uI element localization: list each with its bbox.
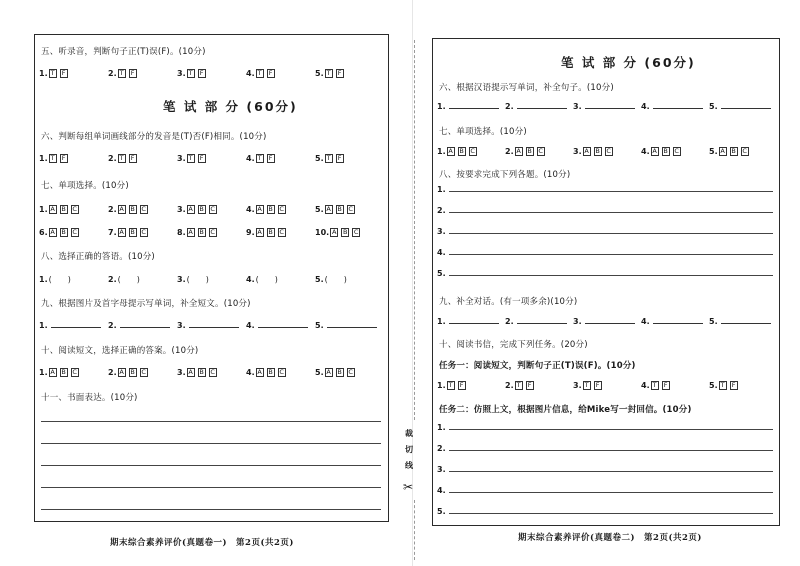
option-box-f[interactable]: F: [594, 381, 602, 390]
answer-rule: [449, 429, 773, 430]
section-7-answers-row1: [39, 205, 384, 214]
section-10-title: 十、阅读短文，选择正确的答案。(10分): [41, 346, 199, 356]
question-number: 3.: [437, 465, 446, 474]
section-7-title: 七、单项选择。(10分): [439, 127, 527, 137]
answer-line[interactable]: [437, 507, 773, 516]
option-box-a[interactable]: A: [448, 147, 453, 155]
question-number: 9.: [246, 228, 255, 237]
question-number: 5.: [315, 205, 324, 214]
option-box-c[interactable]: C: [279, 368, 284, 376]
answer-item: [177, 368, 246, 377]
question-number: 4.: [641, 147, 650, 156]
section-9-title: 九、根据图片及首字母提示写单词，补全短文。(10分): [41, 299, 251, 309]
question-number: 1.: [437, 102, 446, 111]
answer-line[interactable]: [437, 486, 773, 495]
answer-item: [315, 69, 384, 78]
question-number: 2.: [108, 368, 117, 377]
question-number: 1.: [39, 154, 48, 163]
question-number: 2.: [108, 275, 117, 284]
option-box-c[interactable]: C: [210, 205, 215, 213]
question-number: 3.: [177, 154, 186, 163]
answer-item: [641, 102, 709, 111]
option-box-b[interactable]: B: [342, 228, 348, 236]
written-part-title: 笔 试 部 分 (60分): [163, 99, 298, 114]
option-box-f[interactable]: F: [129, 154, 137, 163]
question-number: 2.: [437, 206, 446, 215]
answer-item: [108, 69, 177, 78]
option-box-a[interactable]: A: [119, 205, 124, 213]
option-box-b[interactable]: B: [268, 368, 273, 376]
option-box-c[interactable]: C: [72, 368, 77, 376]
answer-item: [177, 205, 246, 214]
answer-item: [39, 154, 108, 163]
option-box-c[interactable]: C: [141, 368, 146, 376]
answer-item: [39, 69, 108, 78]
option-box-a[interactable]: A: [326, 368, 331, 376]
option-box-c[interactable]: C: [72, 205, 77, 213]
left-page-footer: 期末综合素养评价(真题卷一) 第2页(共2页): [110, 538, 294, 548]
section-7-answers: [437, 147, 777, 156]
question-number: 1.: [39, 69, 48, 78]
section-7-answers-row2: [39, 228, 384, 237]
section-6-answers: [39, 154, 384, 163]
question-number: 2.: [505, 102, 514, 111]
answer-blank[interactable]: [258, 327, 308, 328]
option-box-f[interactable]: F: [198, 154, 206, 163]
answer-item: [709, 317, 777, 326]
answer-blank[interactable]: [585, 323, 635, 324]
answer-blank[interactable]: [449, 108, 499, 109]
answer-item: [315, 154, 384, 163]
option-box-f[interactable]: F: [730, 381, 738, 390]
option-box-b[interactable]: B: [199, 228, 204, 236]
question-number: 3.: [177, 275, 186, 284]
question-number: 4.: [641, 102, 650, 111]
question-number: 3.: [177, 368, 186, 377]
answer-parentheses[interactable]: ( ): [324, 275, 347, 284]
question-number: 4.: [246, 368, 255, 377]
question-number: 5.: [709, 102, 718, 111]
option-box-a[interactable]: A: [188, 205, 193, 213]
option-box-t[interactable]: T: [515, 381, 523, 390]
question-number: 4.: [246, 321, 255, 330]
option-box-t[interactable]: T: [719, 381, 727, 390]
answer-blank[interactable]: [449, 323, 499, 324]
answer-rule: [449, 492, 773, 493]
question-number: 5.: [437, 269, 446, 278]
option-box-b[interactable]: B: [268, 205, 273, 213]
option-box-b[interactable]: B: [61, 368, 66, 376]
answer-item: [108, 321, 177, 330]
cut-char: 线: [405, 461, 413, 470]
option-box-b[interactable]: B: [61, 228, 66, 236]
answer-line[interactable]: [437, 465, 773, 474]
option-box-t[interactable]: T: [49, 154, 57, 163]
option-box-t[interactable]: T: [49, 69, 57, 78]
option-box-b[interactable]: B: [61, 205, 66, 213]
option-box-f[interactable]: F: [129, 69, 137, 78]
section-9-answers: [437, 317, 777, 326]
option-box-c[interactable]: C: [348, 205, 353, 213]
answer-item: [39, 205, 108, 214]
answer-item: [246, 228, 315, 237]
option-box-b[interactable]: B: [130, 228, 135, 236]
answer-item: [437, 381, 505, 390]
option-box-c[interactable]: C: [210, 228, 215, 236]
answer-blank[interactable]: [653, 323, 703, 324]
option-box-c[interactable]: C: [72, 228, 77, 236]
option-box-f[interactable]: F: [662, 381, 670, 390]
question-number: 3.: [573, 317, 582, 326]
option-box-a[interactable]: A: [188, 228, 193, 236]
question-number: 1.: [39, 275, 48, 284]
answer-rule: [449, 450, 773, 451]
question-number: 3.: [573, 102, 582, 111]
answer-item: [177, 228, 246, 237]
option-box-t[interactable]: T: [325, 154, 333, 163]
option-box-b[interactable]: B: [268, 228, 273, 236]
option-box-c[interactable]: C: [210, 368, 215, 376]
option-box-a[interactable]: A: [652, 147, 657, 155]
option-box-c[interactable]: C: [538, 147, 543, 155]
question-number: 4.: [641, 317, 650, 326]
question-number: 3.: [437, 227, 446, 236]
option-box-t[interactable]: T: [118, 154, 126, 163]
option-box-c[interactable]: C: [742, 147, 747, 155]
option-box-t[interactable]: T: [256, 154, 264, 163]
answer-item: [641, 317, 709, 326]
question-number: 7.: [108, 228, 117, 237]
question-number: 3.: [177, 321, 186, 330]
section-8-title: 八、按要求完成下列各题。(10分): [439, 170, 571, 180]
cut-line-upper: [414, 40, 415, 420]
option-box-b[interactable]: B: [595, 147, 600, 155]
option-box-t[interactable]: T: [583, 381, 591, 390]
option-box-b[interactable]: B: [199, 368, 204, 376]
option-box-f[interactable]: F: [336, 69, 344, 78]
answer-item: [177, 154, 246, 163]
question-number: 4.: [641, 381, 650, 390]
written-part-title: 笔 试 部 分 (60分): [561, 55, 696, 70]
section-8-title: 八、选择正确的答语。(10分): [41, 252, 155, 262]
answer-line[interactable]: [437, 206, 773, 215]
question-number: 1.: [437, 423, 446, 432]
answer-line[interactable]: [437, 269, 773, 278]
question-number: 8.: [177, 228, 186, 237]
option-box-c[interactable]: C: [348, 368, 353, 376]
question-number: 1.: [437, 317, 446, 326]
answer-item: [246, 274, 315, 285]
option-box-b[interactable]: B: [663, 147, 668, 155]
option-box-c[interactable]: C: [674, 147, 679, 155]
answer-item: [505, 381, 573, 390]
answer-blank[interactable]: [585, 108, 635, 109]
answer-line[interactable]: [437, 423, 773, 432]
option-box-f[interactable]: F: [198, 69, 206, 78]
option-box-b[interactable]: B: [337, 205, 342, 213]
answer-parentheses[interactable]: ( ): [117, 275, 140, 284]
answer-item: [315, 368, 384, 377]
option-box-t[interactable]: T: [325, 69, 333, 78]
question-number: 2.: [505, 317, 514, 326]
answer-item: [573, 381, 641, 390]
option-box-a[interactable]: A: [50, 205, 55, 213]
answer-sheet-right: [432, 38, 780, 526]
question-number: 2.: [505, 147, 514, 156]
option-box-a[interactable]: A: [257, 205, 262, 213]
answer-item: [246, 154, 315, 163]
answer-blank[interactable]: [120, 327, 170, 328]
answer-rule: [449, 513, 773, 514]
question-number: 3.: [177, 205, 186, 214]
answer-blank[interactable]: [721, 108, 771, 109]
option-box-c[interactable]: C: [470, 147, 475, 155]
question-number: 4.: [246, 69, 255, 78]
writing-line[interactable]: [41, 443, 381, 444]
option-box-f[interactable]: F: [60, 69, 68, 78]
option-box-c[interactable]: C: [606, 147, 611, 155]
question-number: 10.: [315, 228, 330, 237]
answer-parentheses[interactable]: ( ): [48, 275, 71, 284]
section-7-title: 七、单项选择。(10分): [41, 181, 129, 191]
answer-item: [108, 228, 177, 237]
option-box-t[interactable]: T: [187, 154, 195, 163]
answer-item: [709, 102, 777, 111]
section-10-title: 十、阅读书信，完成下列任务。(20分): [439, 340, 588, 350]
option-box-f[interactable]: F: [267, 154, 275, 163]
question-number: 3.: [573, 381, 582, 390]
option-box-a[interactable]: A: [119, 228, 124, 236]
answer-item: [39, 274, 108, 285]
writing-line[interactable]: [41, 421, 381, 422]
writing-line[interactable]: [41, 509, 381, 510]
cut-line-label: [405, 428, 413, 472]
answer-blank[interactable]: [327, 327, 377, 328]
answer-item: [573, 102, 641, 111]
answer-item: [573, 317, 641, 326]
answer-line[interactable]: [437, 248, 773, 257]
answer-item: [39, 368, 108, 377]
writing-line[interactable]: [41, 465, 381, 466]
answer-line[interactable]: [437, 185, 773, 194]
answer-item: [315, 274, 384, 285]
task-1-answers: [437, 381, 777, 390]
question-number: 1.: [39, 205, 48, 214]
answer-item: [108, 274, 177, 285]
answer-parentheses[interactable]: ( ): [186, 275, 209, 284]
option-box-f[interactable]: F: [526, 381, 534, 390]
answer-item: [437, 147, 505, 156]
option-box-c[interactable]: C: [279, 205, 284, 213]
question-number: 4.: [246, 275, 255, 284]
answer-item: [505, 102, 573, 111]
option-box-c[interactable]: C: [279, 228, 284, 236]
option-box-f[interactable]: F: [458, 381, 466, 390]
question-number: 1.: [437, 185, 446, 194]
question-number: 4.: [437, 486, 446, 495]
option-box-a[interactable]: A: [584, 147, 589, 155]
answer-rule: [449, 233, 773, 234]
answer-item: [641, 147, 709, 156]
question-number: 5.: [315, 154, 324, 163]
section-6-title: 六、根据汉语提示写单词，补全句子。(10分): [439, 83, 614, 93]
answer-item: [246, 321, 315, 330]
question-number: 1.: [39, 321, 48, 330]
answer-item: [39, 228, 108, 237]
option-box-b[interactable]: B: [527, 147, 532, 155]
answer-item: [641, 381, 709, 390]
answer-blank[interactable]: [517, 323, 567, 324]
answer-item: [315, 228, 384, 237]
answer-blank[interactable]: [653, 108, 703, 109]
question-number: 2.: [108, 69, 117, 78]
option-box-b[interactable]: B: [459, 147, 464, 155]
answer-item: [505, 147, 573, 156]
answer-item: [437, 102, 505, 111]
answer-rule: [449, 191, 773, 192]
option-box-c[interactable]: C: [353, 228, 359, 236]
answer-blank[interactable]: [721, 323, 771, 324]
option-box-t[interactable]: T: [447, 381, 455, 390]
section-9-title: 九、补全对话。(有一项多余)(10分): [439, 297, 578, 307]
question-number: 5.: [709, 381, 718, 390]
option-box-t[interactable]: T: [651, 381, 659, 390]
task-2-title: 任务二：仿照上文，根据图片信息，给Mike写一封回信。(10分): [439, 405, 692, 415]
question-number: 1.: [437, 381, 446, 390]
option-box-f[interactable]: F: [60, 154, 68, 163]
question-number: 4.: [246, 154, 255, 163]
section-9-answers: [39, 321, 384, 330]
option-box-f[interactable]: F: [336, 154, 344, 163]
question-number: 2.: [505, 381, 514, 390]
option-box-b[interactable]: B: [731, 147, 736, 155]
option-box-a[interactable]: A: [331, 228, 337, 236]
question-number: 2.: [437, 444, 446, 453]
answer-item: [177, 321, 246, 330]
answer-parentheses[interactable]: ( ): [255, 275, 278, 284]
option-box-a[interactable]: A: [50, 228, 55, 236]
cut-line-lower: [414, 500, 415, 560]
section-6-answers: [437, 102, 777, 111]
answer-item: [108, 154, 177, 163]
option-box-b[interactable]: B: [199, 205, 204, 213]
answer-item: [39, 321, 108, 330]
answer-item: [709, 381, 777, 390]
section-5-title: 五、听录音，判断句子正(T)误(F)。(10分): [41, 47, 206, 57]
answer-line[interactable]: [437, 444, 773, 453]
option-box-t[interactable]: T: [256, 69, 264, 78]
question-number: 4.: [246, 205, 255, 214]
scissors-icon: ✂: [403, 480, 414, 494]
option-box-a[interactable]: A: [257, 228, 262, 236]
cut-char: 裁: [405, 429, 413, 438]
answer-item: [315, 321, 384, 330]
answer-item: [108, 205, 177, 214]
answer-item: [246, 205, 315, 214]
question-number: 6.: [39, 228, 48, 237]
option-box-a[interactable]: A: [720, 147, 725, 155]
answer-rule: [449, 254, 773, 255]
answer-blank[interactable]: [517, 108, 567, 109]
option-box-b[interactable]: B: [130, 368, 135, 376]
question-number: 5.: [315, 69, 324, 78]
section-11-title: 十一、书面表达。(10分): [41, 393, 138, 403]
right-page-footer: 期末综合素养评价(真题卷二) 第2页(共2页): [518, 533, 702, 543]
option-box-a[interactable]: A: [326, 205, 331, 213]
answer-rule: [449, 275, 773, 276]
section-8-answers: [39, 274, 384, 285]
answer-item: [246, 368, 315, 377]
option-box-t[interactable]: T: [118, 69, 126, 78]
answer-line[interactable]: [437, 227, 773, 236]
answer-sheet-left: [34, 34, 389, 522]
question-number: 1.: [437, 147, 446, 156]
answer-item: [177, 69, 246, 78]
option-box-f[interactable]: F: [267, 69, 275, 78]
option-box-a[interactable]: A: [188, 368, 193, 376]
option-box-b[interactable]: B: [130, 205, 135, 213]
cut-char: 切: [405, 445, 413, 454]
section-6-title: 六、判断每组单词画线部分的发音是(T)否(F)相同。(10分): [41, 132, 267, 142]
option-box-t[interactable]: T: [187, 69, 195, 78]
answer-rule: [449, 471, 773, 472]
option-box-b[interactable]: B: [337, 368, 342, 376]
answer-item: [177, 274, 246, 285]
question-number: 4.: [437, 248, 446, 257]
task-1-title: 任务一：阅读短文，判断句子正(T)误(F)。(10分): [439, 361, 636, 371]
question-number: 3.: [177, 69, 186, 78]
question-number: 2.: [108, 321, 117, 330]
answer-item: [108, 368, 177, 377]
question-number: 5.: [315, 275, 324, 284]
answer-item: [315, 205, 384, 214]
question-number: 5.: [315, 321, 324, 330]
question-number: 2.: [108, 154, 117, 163]
option-box-a[interactable]: A: [50, 368, 55, 376]
section-5-answers: [39, 69, 384, 78]
question-number: 5.: [709, 147, 718, 156]
question-number: 5.: [315, 368, 324, 377]
option-box-a[interactable]: A: [257, 368, 262, 376]
answer-item: [246, 69, 315, 78]
section-10-answers: [39, 368, 384, 377]
option-box-a[interactable]: A: [516, 147, 521, 155]
answer-item: [505, 317, 573, 326]
answer-item: [709, 147, 777, 156]
question-number: 1.: [39, 368, 48, 377]
option-box-a[interactable]: A: [119, 368, 124, 376]
answer-item: [573, 147, 641, 156]
question-number: 5.: [709, 317, 718, 326]
answer-blank[interactable]: [51, 327, 101, 328]
answer-blank[interactable]: [189, 327, 239, 328]
question-number: 3.: [573, 147, 582, 156]
answer-rule: [449, 212, 773, 213]
question-number: 5.: [437, 507, 446, 516]
answer-item: [437, 317, 505, 326]
writing-line[interactable]: [41, 487, 381, 488]
option-box-c[interactable]: C: [141, 205, 146, 213]
option-box-c[interactable]: C: [141, 228, 146, 236]
question-number: 2.: [108, 205, 117, 214]
